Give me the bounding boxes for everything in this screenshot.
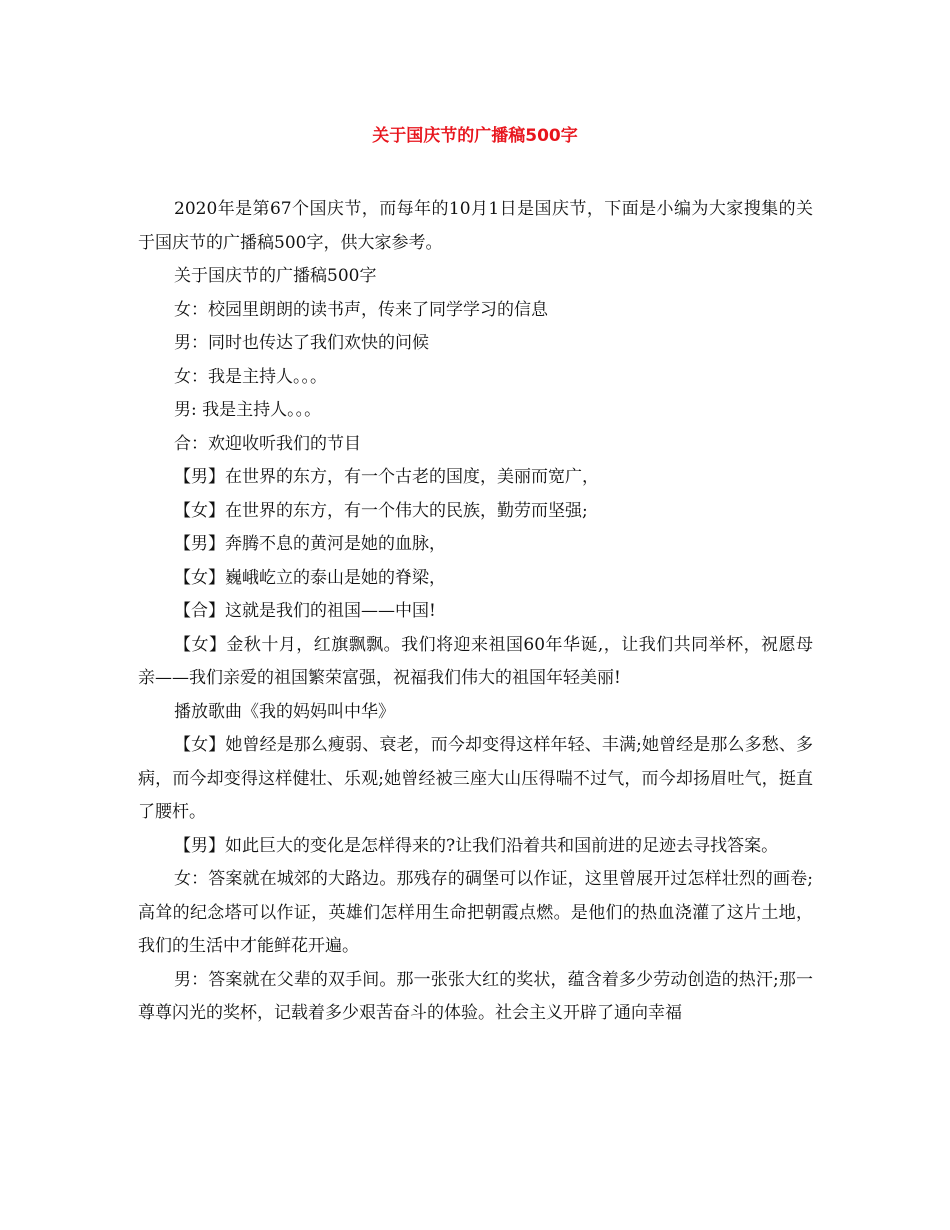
dialogue-line: 男：答案就在父辈的双手间。那一张张大红的奖状，蕴含着多少劳动创造的热汗;那一尊尊闪光的奖杯，记载着多少艰苦奋斗的体验。社会主义开辟了通向幸福	[138, 969, 813, 1023]
dialogue-line: 【男】如此巨大的变化是怎样得来的?让我们沿着共和国前进的足迹去寻找答案。	[174, 835, 779, 856]
dialogue-line: 男：同时也传达了我们欢快的问候	[174, 333, 429, 353]
subtitle-line: 关于国庆节的广播稿500字	[174, 266, 377, 286]
dialogue-line: 【女】巍峨屹立的泰山是她的脊梁，	[174, 567, 446, 588]
dialogue-line: 女：校园里朗朗的读书声，传来了同学学习的信息	[174, 299, 548, 320]
dialogue-line: 【女】金秋十月，红旗飘飘。我们将迎来祖国60年华诞,，让我们共同举杯，祝愿母亲——我们亲爱的祖国繁荣富强，祝福我们伟大的祖国年轻美丽!	[138, 634, 813, 688]
song-line: 播放歌曲《我的妈妈叫中华》	[174, 701, 395, 722]
dialogue-line: 【男】在世界的东方，有一个古老的国度，美丽而宽广，	[174, 467, 599, 487]
dialogue-line: 女：我是主持人。。。	[174, 366, 327, 387]
dialogue-line: 合：欢迎收听我们的节目	[174, 433, 361, 454]
dialogue-line: 女：答案就在城郊的大路边。那残存的碉堡可以作证，这里曾展开过怎样壮烈的画卷;高耸的纪念塔可以作证，英雄们怎样用生命把朝霞点燃。是他们的热血浇灌了这片土地，我们的生活中才能鲜花开遍。	[138, 869, 813, 956]
document-title: 关于国庆节的广播稿500字	[372, 126, 578, 146]
dialogue-line: 【男】奔腾不息的黄河是她的血脉，	[174, 534, 446, 554]
dialogue-line: 【女】在世界的东方，有一个伟大的民族，勤劳而坚强;	[174, 500, 588, 521]
dialogue-line: 【女】她曾经是那么瘦弱、衰老，而今却变得这样年轻、丰满;她曾经是那么多愁、多病，而今却变得这样健壮、乐观;她曾经被三座大山压得喘不过气，而今却扬眉吐气，挺直了腰杆。	[138, 735, 813, 822]
intro-paragraph: 2020年是第67个国庆节，而每年的10月1日是国庆节，下面是小编为大家搜集的关于国庆节的广播稿500字，供大家参考。	[138, 199, 813, 253]
dialogue-line: 【合】这就是我们的祖国——中国!	[174, 601, 436, 621]
dialogue-line: 男: 我是主持人。。。	[174, 400, 322, 420]
document-body	[138, 193, 813, 1031]
